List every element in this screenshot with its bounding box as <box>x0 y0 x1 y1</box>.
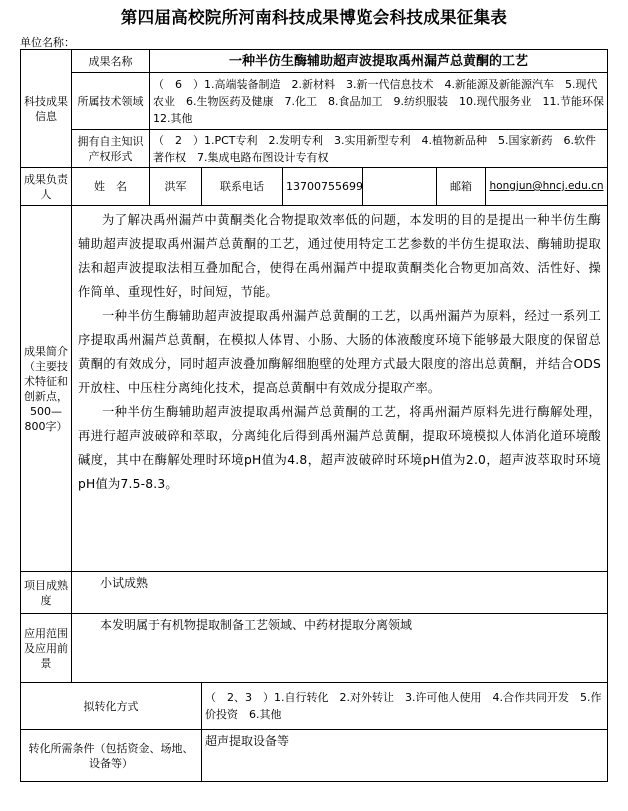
summary-body <box>72 206 608 572</box>
submission-table <box>20 49 615 782</box>
application-value: 本发明属于有机物提取制备工艺领域、中药材提取分离领域 <box>72 614 608 683</box>
phone-value: 13700755699 <box>283 168 363 206</box>
achievement-name-value: 一种半仿生酶辅助超声波提取禹州漏芦总黄酮的工艺 <box>150 50 608 73</box>
ip-form-label: 拥有自主知识产权形式 <box>72 130 150 168</box>
summary-paragraph-1: 为了解决禹州漏芦中黄酮类化合物提取效率低的问题，本发明的目的是提出一种半仿生酶辅助超声波提取禹州漏芦总黄酮的工艺，通过使用特定工艺参数的半仿生提取法、酶辅助提取法和超声波提取法相互叠加配合，使得在禹州漏芦中提取黄酮类化合物更加高效、活性好、操作简单、重现性好，时间短，节能。 <box>78 213 602 299</box>
transfer-value: （ 2、3 ）1.自行转化 2.对外转让 3.许可他人使用 4.合作共同开发 5.作价投资 6.其他 <box>202 683 608 730</box>
maturity-value: 小试成熟 <box>72 572 608 614</box>
summary-label: 成果简介（主要技术特征和创新点，500—800字） <box>21 206 72 572</box>
phone-label: 联系电话 <box>202 168 283 206</box>
transfer-label: 拟转化方式 <box>21 683 202 730</box>
email-label: 邮箱 <box>437 168 486 206</box>
email-value[interactable]: hongjun@hncj.edu.cn <box>486 168 608 206</box>
summary-paragraph-3: 一种半仿生酶辅助超声波提取禹州漏芦总黄酮的工艺，将禹州漏芦原料先进行酶解处理，再进行超声波破碎和萃取，分离纯化后得到禹州漏芦总黄酮，提取环境模拟人体消化道环境酸碱度，其中在酶解处理时环境pH值为4.8，超声波破碎时环境pH值为2.0，超声波萃取时环境pH值为7.5-8.3。 <box>78 405 602 491</box>
summary-paragraph-2: 一种半仿生酶辅助超声波提取禹州漏芦总黄酮的工艺，以禹州漏芦为原料，经过一系列工序提取禹州漏芦总黄酮，在模拟人体胃、小肠、大肠的体液酸度环境下能够最大限度的保留总黄酮的有效成分，同时超声波叠加酶解细胞壁的处理方式最大限度的溶出总黄酮，并结合ODS开放柱、中压柱分离纯化技术，提高总黄酮中有效成分提取产率。 <box>78 309 602 395</box>
form-title: 第四届高校院所河南科技成果博览会科技成果征集表 <box>120 8 508 27</box>
conditions-label: 转化所需条件（包括资金、场地、设备等） <box>21 730 202 782</box>
section-info-label: 科技成果信息 <box>21 50 72 168</box>
conditions-value: 超声提取设备等 <box>202 730 608 782</box>
achievement-name-label: 成果名称 <box>72 50 150 73</box>
ip-form-value: （ 2 ）1.PCT专利 2.发明专利 3.实用新型专利 4.植物新品种 5.国家新药 6.软件著作权 7.集成电路布图设计专有权 <box>150 130 608 168</box>
owner-name-label: 姓 名 <box>72 168 150 206</box>
application-label: 应用范围及应用前景 <box>21 614 72 683</box>
phone-value-2 <box>363 168 437 206</box>
unit-name-label: 单位名称： <box>20 36 75 49</box>
owner-name-value: 洪军 <box>150 168 202 206</box>
tech-field-value: （ 6 ）1.高端装备制造 2.新材料 3.新一代信息技术 4.新能源及新能源汽车 5.现代农业 6.生物医药及健康 7.化工 8.食品加工 9.纺织服装 10.现代服务业 11.节能环保 12.其他 <box>150 73 608 130</box>
tech-field-label: 所属技术领域 <box>72 73 150 130</box>
owner-label: 成果负责人 <box>21 168 72 206</box>
maturity-label: 项目成熟度 <box>21 572 72 614</box>
